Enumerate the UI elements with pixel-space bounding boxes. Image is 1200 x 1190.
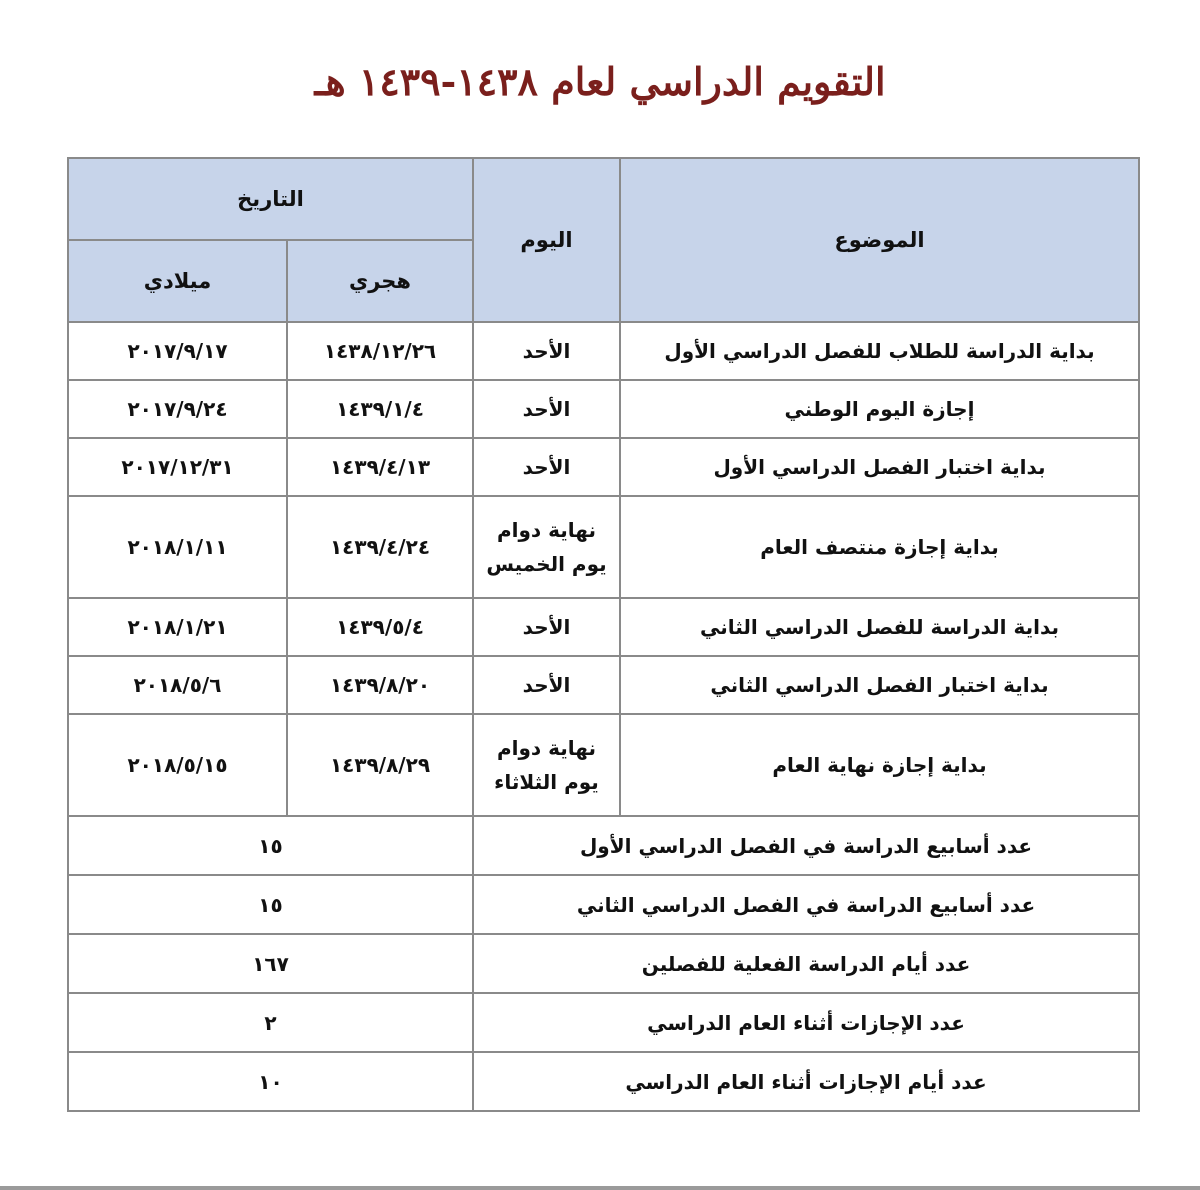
event-hijri-date: ١٤٣٩/٥/٤ [287, 598, 473, 656]
event-day: نهاية دوام يوم الثلاثاء [473, 714, 620, 816]
event-day: الأحد [473, 656, 620, 714]
summary-value: ١٥ [68, 875, 473, 934]
table-row [68, 380, 1139, 438]
event-subject: بداية اختبار الفصل الدراسي الأول [620, 438, 1139, 496]
event-hijri-date: ١٤٣٨/١٢/٢٦ [287, 322, 473, 380]
page-title: التقويم الدراسي لعام ١٤٣٨-١٤٣٩ هـ [314, 59, 886, 104]
table-row [68, 496, 1139, 598]
event-subject: بداية اختبار الفصل الدراسي الثاني [620, 656, 1139, 714]
summary-row [68, 993, 1139, 1052]
event-hijri-date: ١٤٣٩/٤/٢٤ [287, 496, 473, 598]
event-subject: بداية إجازة منتصف العام [620, 496, 1139, 598]
event-hijri-date: ١٤٣٩/٤/١٣ [287, 438, 473, 496]
event-subject: بداية الدراسة للفصل الدراسي الثاني [620, 598, 1139, 656]
table-row [68, 438, 1139, 496]
event-hijri-date: ١٤٣٩/٨/٢٠ [287, 656, 473, 714]
event-gregorian-date: ٢٠١٧/١٢/٣١ [68, 438, 287, 496]
summary-value: ١٦٧ [68, 934, 473, 993]
summary-row [68, 934, 1139, 993]
summary-label: عدد أيام الإجازات أثناء العام الدراسي [473, 1052, 1139, 1111]
header-hijri: هجري [287, 240, 473, 322]
header-date: التاريخ [68, 158, 473, 240]
table-row [68, 714, 1139, 816]
event-gregorian-date: ٢٠١٨/١/١١ [68, 496, 287, 598]
event-subject: إجازة اليوم الوطني [620, 380, 1139, 438]
event-hijri-date: ١٤٣٩/١/٤ [287, 380, 473, 438]
event-gregorian-date: ٢٠١٧/٩/١٧ [68, 322, 287, 380]
summary-row [68, 1052, 1139, 1111]
summary-value: ١٥ [68, 816, 473, 875]
event-gregorian-date: ٢٠١٨/١/٢١ [68, 598, 287, 656]
event-day: الأحد [473, 598, 620, 656]
event-gregorian-date: ٢٠١٨/٥/١٥ [68, 714, 287, 816]
event-day: نهاية دوام يوم الخميس [473, 496, 620, 598]
table-row [68, 656, 1139, 714]
event-gregorian-date: ٢٠١٨/٥/٦ [68, 656, 287, 714]
header-day: اليوم [473, 158, 620, 322]
event-day: الأحد [473, 438, 620, 496]
summary-label: عدد الإجازات أثناء العام الدراسي [473, 993, 1139, 1052]
header-subject: الموضوع [620, 158, 1139, 322]
event-subject: بداية الدراسة للطلاب للفصل الدراسي الأول [620, 322, 1139, 380]
event-gregorian-date: ٢٠١٧/٩/٢٤ [68, 380, 287, 438]
summary-row [68, 816, 1139, 875]
summary-value: ١٠ [68, 1052, 473, 1111]
event-subject: بداية إجازة نهاية العام [620, 714, 1139, 816]
event-day: الأحد [473, 322, 620, 380]
summary-row [68, 875, 1139, 934]
summary-label: عدد أسابيع الدراسة في الفصل الدراسي الأول [473, 816, 1139, 875]
table-row [68, 598, 1139, 656]
table-row [68, 322, 1139, 380]
calendar-table [67, 157, 1140, 1112]
header-gregorian: ميلادي [68, 240, 287, 322]
event-hijri-date: ١٤٣٩/٨/٢٩ [287, 714, 473, 816]
summary-value: ٢ [68, 993, 473, 1052]
summary-label: عدد أسابيع الدراسة في الفصل الدراسي الثاني [473, 875, 1139, 934]
event-day: الأحد [473, 380, 620, 438]
bottom-divider [0, 1186, 1200, 1190]
summary-label: عدد أيام الدراسة الفعلية للفصلين [473, 934, 1139, 993]
